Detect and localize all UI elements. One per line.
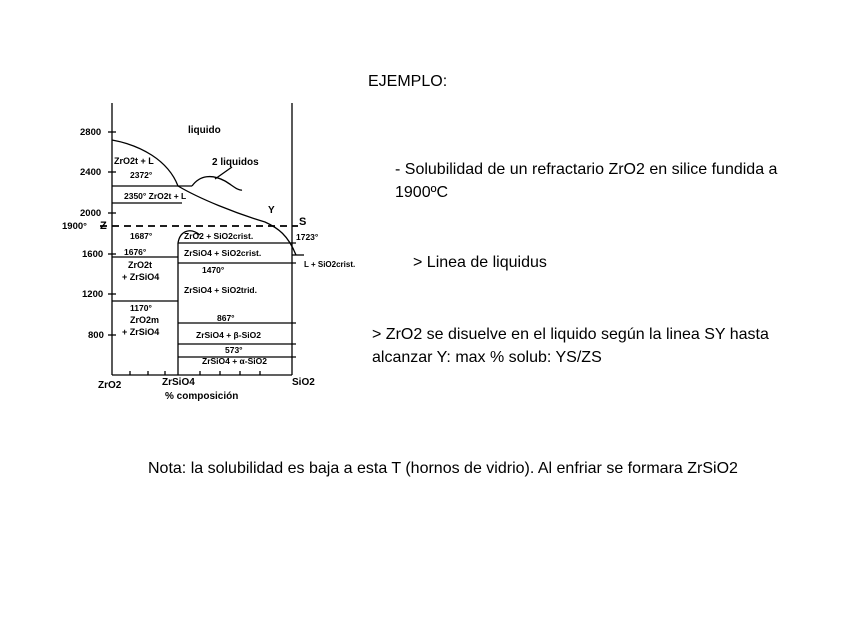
- region-zrsio4-sio2-crist: ZrSiO4 + SiO2crist.: [184, 248, 262, 258]
- label-y: Y: [268, 205, 275, 216]
- temp-1676: 1676°: [124, 247, 147, 257]
- note-text: Nota: la solubilidad es baja a esta T (hornos de vidrio). Al enfriar se formara ZrSiO2: [148, 460, 738, 477]
- y-tick-800: 800: [88, 330, 104, 341]
- temp-1470: 1470°: [202, 265, 225, 275]
- y-tick-2800: 2800: [80, 127, 102, 138]
- two-liquids-dome: [192, 177, 242, 191]
- x-label-zrsio4: ZrSiO4: [162, 377, 195, 388]
- slide-title: EJEMPLO:: [368, 73, 448, 90]
- temp-1170: 1170°: [130, 303, 152, 313]
- label-z: Z: [100, 220, 107, 232]
- region-zro2m: ZrO2m: [130, 315, 160, 325]
- x-label-zro2: ZrO2: [98, 380, 122, 391]
- y-tick-2000: 2000: [80, 208, 102, 219]
- phase-diagram: [60, 95, 370, 405]
- y-tick-1600: 1600: [82, 249, 104, 260]
- bullet-solubility: - Solubilidad de un refractario ZrO2 en silice fundida a 1900ºC: [395, 161, 778, 201]
- region-zro2t-l: ZrO2t + L: [114, 156, 154, 166]
- region-liquid: liquido: [188, 125, 221, 136]
- region-alpha: ZrSiO4 + α-SiO2: [202, 356, 267, 366]
- region-beta: ZrSiO4 + β-SiO2: [196, 330, 261, 340]
- temp-867: 867°: [217, 313, 235, 323]
- region-zrsio4-a: + ZrSiO4: [122, 272, 160, 282]
- region-l-sio2: L + SiO2crist.: [304, 260, 356, 269]
- temp-2372: 2372°: [130, 170, 153, 180]
- y-tick-2400: 2400: [80, 167, 102, 178]
- bullet-dissolution: > ZrO2 se disuelve en el liquido según la linea SY hasta alcanzar Y: max % solub: YS/ZS: [372, 326, 769, 366]
- region-zrsio4-b: + ZrSiO4: [122, 327, 160, 337]
- region-zro2-sio2: ZrO2 + SiO2crist.: [184, 231, 254, 241]
- region-zro2t: ZrO2t: [128, 260, 153, 270]
- y-tick-1200: 1200: [82, 289, 104, 300]
- bullet-liquidus: > Linea de liquidus: [413, 254, 547, 271]
- temp-573: 573°: [225, 345, 243, 355]
- x-axis-title: % composición: [165, 391, 239, 402]
- label-s: S: [299, 216, 307, 228]
- region-zrsio4-sio2-trid: ZrSiO4 + SiO2trid.: [184, 285, 257, 295]
- temp-1723: 1723°: [296, 232, 319, 242]
- label-1900: 1900°: [62, 221, 87, 232]
- x-label-sio2: SiO2: [292, 377, 315, 388]
- temp-1687: 1687°: [130, 231, 153, 241]
- region-two-liquids: 2 liquidos: [212, 157, 259, 168]
- region-2350: 2350° ZrO2t + L: [124, 191, 187, 201]
